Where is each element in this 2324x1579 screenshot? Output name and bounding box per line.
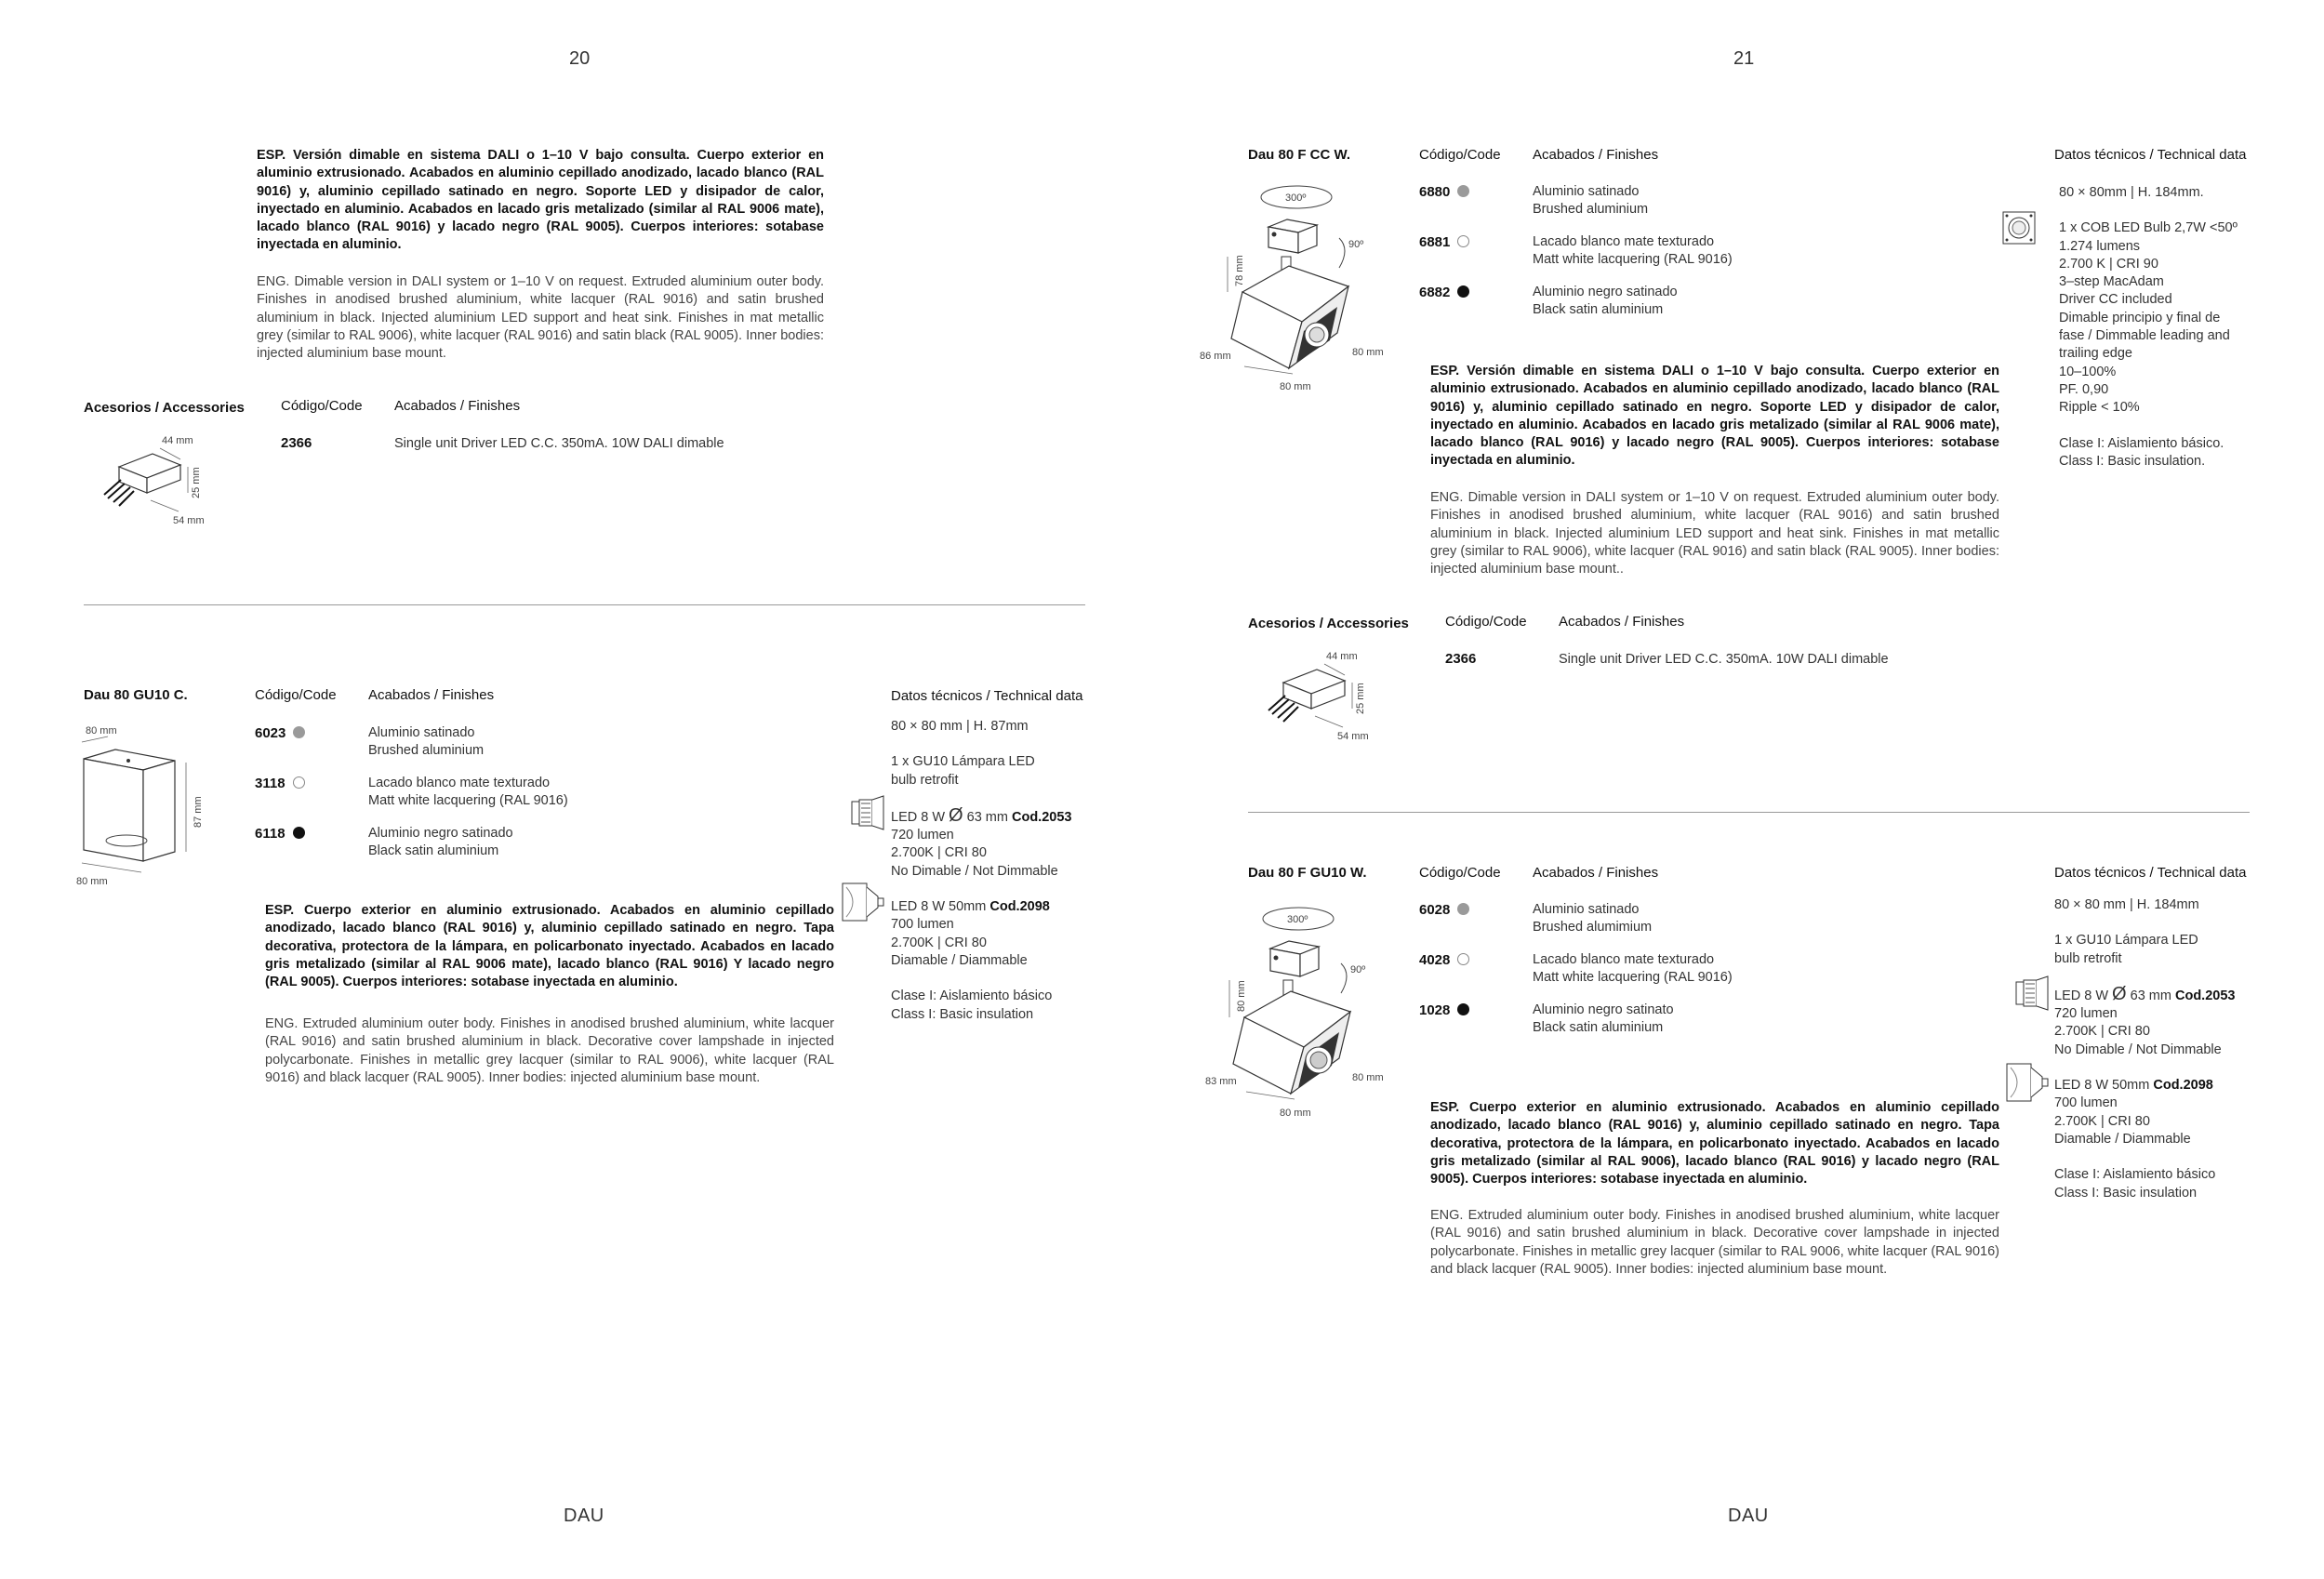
divider-left xyxy=(84,604,1085,605)
fgu10w-tech-heading: Datos técnicos / Technical data xyxy=(2054,865,2247,881)
top-left-esp-text: ESP. Versión dimable en sistema DALI o 1–10 V bajo consulta. Cuerpo exterior en aluminio extrusionado. Acabados en aluminio cepillado anodizado, lacado blanco (RAL 9016) y, aluminio cepillado satinado en negro. Soporte LED y disipador de calor, inyectado en aluminio. Acabados en lacado gris metalizado (similar al RAL 9006 mate), lacado blanco (RAL 9016) y lacado negro (RAL 9005). Cuerpos interiores: sotabase inyectada en aluminio. xyxy=(257,148,824,253)
accessories-heading-right: Acesorios / Accessories xyxy=(1248,616,1409,631)
gu10c-dim-top: 80 mm xyxy=(86,725,117,736)
ar111-lamp-icon xyxy=(850,796,889,829)
fccw-finish-1: Aluminio satinado Brushed aluminium xyxy=(1533,184,1649,217)
page-number-left: 20 xyxy=(569,48,591,69)
fgu10w-drawing xyxy=(1202,904,1406,1127)
fccw-finish-3: Aluminio negro satinado Black satin aluminium xyxy=(1533,285,1678,317)
finish-swatch-white xyxy=(1457,953,1469,965)
fccw-dim-left: 86 mm xyxy=(1200,351,1231,362)
gu10c-title: Dau 80 GU10 C. xyxy=(84,687,188,703)
fccw-tech-heading: Datos técnicos / Technical data xyxy=(2054,147,2247,163)
gu10c-esp-text: ESP. Cuerpo exterior en aluminio extrusionado. Acabados en aluminio cepillado anodizado, lacado blanco (RAL 9016) y, aluminio cepillado satinado en negro. Tapa decorativa, protectora de la lámpara, en policarbonato inyectado. Acabados en lacado gris metalizado (similar al RAL 9006 mate), lacado blanco (RAL 9016) Y lacado negro (RAL 9005). Cuerpos interiores: sotabase inyectada en aluminio. xyxy=(265,903,834,990)
fccw-esp-text: ESP. Versión dimable en sistema DALI o 1–10 V bajo consulta. Cuerpo exterior en aluminio extrusionado. Acabados en aluminio cepillado anodizado, lacado blanco (RAL 9016) y, aluminio cepillado satinado en negro. Soporte LED y disipador de calor, inyectado en aluminio. Acabados en lacado gris metalizado (similar al RAL 9006 mate), lacado blanco (RAL 9016) y lacado negro (RAL 9005). Cuerpos interiores: sotabase inyectada en aluminio. xyxy=(1430,364,1999,469)
divider-right xyxy=(1248,812,2250,813)
fgu10w-finish-3: Aluminio negro satinato Black satin aluminium xyxy=(1533,1002,1674,1035)
fccw-finishes-heading: Acabados / Finishes xyxy=(1533,147,1659,163)
accessory-description: Single unit Driver LED C.C. 350mA. 10W DALI dimable xyxy=(394,436,724,451)
accessory-code-heading-right: Código/Code xyxy=(1445,614,1527,630)
gu10c-tech-heading: Datos técnicos / Technical data xyxy=(891,688,1083,704)
footer-right: DAU xyxy=(1728,1506,1769,1526)
driver-dim-a-right: 44 mm xyxy=(1326,651,1358,662)
footer-left: DAU xyxy=(564,1506,604,1526)
fccw-code-heading: Código/Code xyxy=(1419,147,1501,163)
fccw-dim-bottom: 80 mm xyxy=(1280,381,1311,392)
fccw-title: Dau 80 F CC W. xyxy=(1248,147,1351,163)
fgu10w-dim-tilt: 90º xyxy=(1350,964,1366,975)
fccw-finish-code-1: 6880 xyxy=(1419,184,1469,200)
fccw-dim-h: 78 mm xyxy=(1234,255,1245,286)
gu10c-drawing xyxy=(74,723,214,891)
gu10c-finish-code-3: 6118 xyxy=(255,826,305,842)
driver-dim-b-right: 25 mm xyxy=(1355,683,1366,714)
cob-led-icon xyxy=(2001,210,2038,247)
fgu10w-finish-2: Lacado blanco mate texturado Matt white lacquering (RAL 9016) xyxy=(1533,952,1733,985)
accessories-heading: Acesorios / Accessories xyxy=(84,400,245,416)
finish-swatch-black xyxy=(293,827,305,839)
gu10c-finish-code-1: 6023 xyxy=(255,725,305,741)
finish-swatch-grey xyxy=(293,726,305,738)
fgu10w-title: Dau 80 F GU10 W. xyxy=(1248,865,1367,881)
fccw-drawing xyxy=(1200,182,1404,396)
finish-swatch-grey xyxy=(1457,185,1469,197)
accessory-code-heading: Código/Code xyxy=(281,398,363,414)
fgu10w-tech-data: 80 × 80 mm | H. 184mm 1 x GU10 Lámpara LED bulb retrofit LED 8 W Ø 63 mm Cod.2053 720 lumen 2.700K | CRI 80 No Dimable / Not Dimmable LED 8 W 50mm Cod.2098 700 lumen 2.700K | CRI 80 Diamable / Diammable Clase I: Aislamiento básico Class I: Basic insulation xyxy=(2054,897,2236,1201)
finish-swatch-black xyxy=(1457,285,1469,298)
fgu10w-finish-code-3: 1028 xyxy=(1419,1002,1469,1018)
gu10c-finish-1: Aluminio satinado Brushed aluminium xyxy=(368,725,485,758)
fgu10w-finish-1: Aluminio satinado Brushed alumimium xyxy=(1533,902,1653,935)
fgu10w-finish-code-2: 4028 xyxy=(1419,952,1469,968)
fccw-dim-tilt: 90º xyxy=(1348,239,1364,250)
driver-dim-c: 54 mm xyxy=(173,515,205,526)
fccw-finish-2: Lacado blanco mate texturado Matt white lacquering (RAL 9016) xyxy=(1533,234,1733,267)
fgu10w-dim-left: 83 mm xyxy=(1205,1076,1237,1087)
gu10c-eng-text: ENG. Extruded aluminium outer body. Finishes in anodised brushed aluminium, white lacquer (RAL 9016) and satin brushed aluminium in black. Decorative cover lampshade in injected polycarbonate. Finishes in metallic grey lacquer (similar to RAL 9006), white lacquer (RAL 9016) and black lacquer (RAL 9005). Inner bodies: injected aluminium base mount. xyxy=(265,1016,834,1085)
top-left-eng-text: ENG. Dimable version in DALI system or 1–10 V on request. Extruded aluminium outer body. Finishes in anodised brushed aluminium, white lacquer (RAL 9016) and satin brushed aluminium in black. Injected aluminium LED support and heat sink. Finishes in mat metallic grey (similar to RAL 9006), white lacquer (RAL 9016) and satin black (RAL 9005). Inner bodies: injected aluminium base mount. xyxy=(257,274,824,362)
fccw-tech-data: 80 × 80mm | H. 184mm. 1 x COB LED Bulb 2,7W <50º 1.274 lumens 2.700 K | CRI 90 3–step MacAdam Driver CC included Dimable principio y final de fase / Dimmable leading and trailing edge 10–100% PF. 0,90 Ripple < 10% Clase I: Aislamiento básico. Class I: Basic insulation. xyxy=(2059,185,2238,469)
finish-swatch-white xyxy=(293,776,305,789)
gu10c-finish-3: Aluminio negro satinado Black satin aluminium xyxy=(368,826,513,858)
fgu10w-code-heading: Código/Code xyxy=(1419,865,1501,881)
driver-dim-a: 44 mm xyxy=(162,435,193,446)
fgu10w-dim-right: 80 mm xyxy=(1352,1072,1384,1083)
gu10c-finish-code-2: 3118 xyxy=(255,776,305,791)
fccw-dim-rot: 300º xyxy=(1285,192,1307,204)
page-number-right: 21 xyxy=(1733,48,1755,69)
gu10c-dim-bottom: 80 mm xyxy=(76,876,108,887)
gu10c-code-heading: Código/Code xyxy=(255,687,337,703)
finish-swatch-black xyxy=(1457,1003,1469,1015)
driver-drawing-right xyxy=(1265,649,1376,742)
fccw-dim-right: 80 mm xyxy=(1352,347,1384,358)
fgu10w-dim-h: 80 mm xyxy=(1236,980,1247,1012)
finish-swatch-white xyxy=(1457,235,1469,247)
fccw-finish-code-2: 6881 xyxy=(1419,234,1469,250)
fgu10w-dim-bottom: 80 mm xyxy=(1280,1108,1311,1119)
fgu10w-finishes-heading: Acabados / Finishes xyxy=(1533,865,1659,881)
ar111-lamp-icon-right xyxy=(2014,976,2053,1010)
driver-drawing xyxy=(100,433,212,526)
driver-dim-b: 25 mm xyxy=(191,467,202,498)
fgu10w-esp-text: ESP. Cuerpo exterior en aluminio extrusionado. Acabados en aluminio cepillado anodizado, lacado blanco (RAL 9016) y, aluminio cepillado satinado en negro. Tapa decorativa, protectora de la lámpara, en policarbonato inyectado. Acabados en lacado gris metalizado (similar al RAL 9006), lacado blanco (RAL 9016) y lacado negro (RAL 9005). Cuerpos interiores: sotabase inyectada en aluminio. xyxy=(1430,1100,1999,1188)
fccw-finish-code-3: 6882 xyxy=(1419,285,1469,300)
gu10-lamp-icon-right xyxy=(2005,1064,2053,1101)
driver-dim-c-right: 54 mm xyxy=(1337,731,1369,742)
fccw-eng-text: ENG. Dimable version in DALI system or 1–10 V on request. Extruded aluminium outer body. Finishes in anodised brushed aluminium, white lacquer (RAL 9016) and satin brushed aluminium in black. Injected aluminium LED support and heat sink. Finishes in mat metallic grey (similar to RAL 9006), white lacquer (RAL 9016) and satin black (RAL 9005). Inner bodies: injected aluminium base mount.. xyxy=(1430,490,1999,577)
fgu10w-eng-text: ENG. Extruded aluminium outer body. Finishes in anodised brushed aluminium, white lacquer (RAL 9016) and satin brushed aluminium in black. Decorative cover lampshade in injected polycarbonate. Finishes in metallic grey lacquer (similar to RAL 9006, white lacquer (RAL 9016) and black lacquer (RAL 9005). Inner bodies: injected aluminium base mount. xyxy=(1430,1208,1999,1277)
gu10c-finishes-heading: Acabados / Finishes xyxy=(368,687,495,703)
accessory-code-right: 2366 xyxy=(1445,651,1477,667)
gu10-lamp-icon xyxy=(841,883,889,921)
gu10c-dim-side: 87 mm xyxy=(193,796,204,828)
accessory-description-right: Single unit Driver LED C.C. 350mA. 10W DALI dimable xyxy=(1559,652,1889,667)
finish-swatch-grey xyxy=(1457,903,1469,915)
gu10c-tech-data: 80 × 80 mm | H. 87mm 1 x GU10 Lámpara LED bulb retrofit LED 8 W Ø 63 mm Cod.2053 720 lumen 2.700K | CRI 80 No Dimable / Not Dimmable LED 8 W 50mm Cod.2098 700 lumen 2.700K | CRI 80 Diamable / Diammable Clase I: Aislamiento básico Class I: Basic insulation xyxy=(891,719,1072,1022)
fgu10w-finish-code-1: 6028 xyxy=(1419,902,1469,918)
accessory-finishes-heading: Acabados / Finishes xyxy=(394,398,521,414)
accessory-code: 2366 xyxy=(281,435,312,451)
gu10c-finish-2: Lacado blanco mate texturado Matt white lacquering (RAL 9016) xyxy=(368,776,568,808)
fgu10w-dim-rot: 300º xyxy=(1287,914,1308,925)
accessory-finishes-heading-right: Acabados / Finishes xyxy=(1559,614,1685,630)
